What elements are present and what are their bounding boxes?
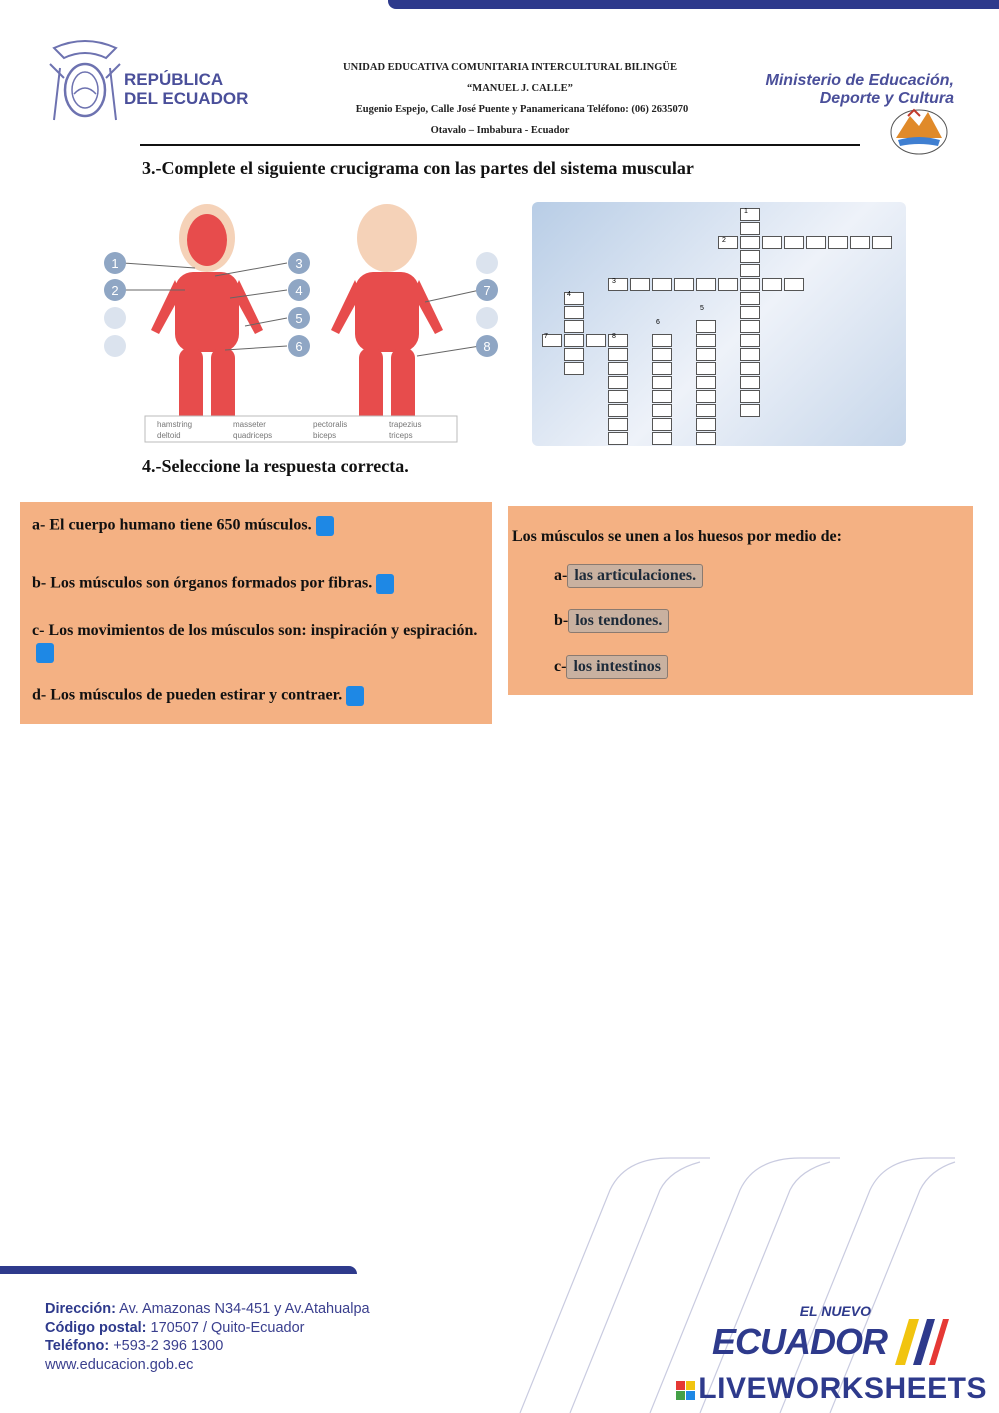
option-a-button[interactable]: las articulaciones. <box>567 564 703 588</box>
clue-number-5: 5 <box>700 305 704 312</box>
crossword-cell[interactable] <box>608 348 628 361</box>
multiple-choice-card <box>508 506 973 695</box>
crossword-cell[interactable] <box>608 278 628 291</box>
crossword-cell[interactable] <box>740 278 760 291</box>
school-city: Otavalo – Imbabura - Ecuador <box>430 125 570 136</box>
school-name: UNIDAD EDUCATIVA COMUNITARIA INTERCULTURAL BILINGÜE <box>343 62 677 73</box>
crossword-cell[interactable] <box>652 334 672 347</box>
crossword-cell[interactable] <box>696 432 716 445</box>
statement-d: d- Los músculos de pueden estirar y contraer. <box>32 686 364 706</box>
word-bank <box>145 416 457 442</box>
crossword-cell[interactable] <box>586 334 606 347</box>
crossword-cell[interactable] <box>806 236 826 249</box>
callout-7 <box>476 279 498 301</box>
crossword-cell[interactable] <box>696 278 716 291</box>
crossword-cell[interactable] <box>564 334 584 347</box>
word-bank-item: deltoid <box>157 431 181 440</box>
statement-b: b- Los músculos son órganos formados por fibras. <box>32 574 394 594</box>
ministry-line2: Deporte y Cultura <box>819 90 954 107</box>
crossword-cell[interactable] <box>564 320 584 333</box>
footer-contact <box>45 1300 370 1374</box>
crossword-cell[interactable] <box>652 418 672 431</box>
crossword-cell[interactable] <box>696 418 716 431</box>
callout-3 <box>288 252 310 274</box>
checkbox-a[interactable] <box>316 516 334 536</box>
crossword-cell[interactable] <box>740 320 760 333</box>
statement-a: a- El cuerpo humano tiene 650 músculos. <box>32 516 334 536</box>
crossword-cell[interactable] <box>696 362 716 375</box>
crossword-cell[interactable] <box>652 278 672 291</box>
crossword-cell[interactable] <box>674 278 694 291</box>
crossword-cell[interactable] <box>652 348 672 361</box>
callout-6 <box>288 335 310 357</box>
crossword-cell[interactable] <box>652 376 672 389</box>
clue-number-3: 3 <box>612 278 616 285</box>
clue-number-8: 8 <box>612 333 616 340</box>
word-bank-item: biceps <box>313 431 337 440</box>
callout-5 <box>288 307 310 329</box>
checkbox-d[interactable] <box>346 686 364 706</box>
svg-text:2: 2 <box>111 283 119 298</box>
clue-number-4: 4 <box>567 291 571 298</box>
crossword-cell[interactable] <box>608 390 628 403</box>
crossword-cell[interactable] <box>740 222 760 235</box>
front-body-figure <box>151 204 263 436</box>
crossword-cell[interactable] <box>608 362 628 375</box>
callout-8 <box>476 335 498 357</box>
checkbox-c[interactable] <box>36 643 54 663</box>
crossword-cell[interactable] <box>740 376 760 389</box>
svg-text:7: 7 <box>483 283 491 298</box>
back-body-figure <box>331 204 443 436</box>
republic-line1: REPÚBLICA <box>124 70 224 89</box>
section4-title: 4.-Seleccione la respuesta correcta. <box>142 456 409 476</box>
clue-number-6: 6 <box>656 319 660 326</box>
crossword-cell[interactable] <box>652 390 672 403</box>
crossword-cell[interactable] <box>564 306 584 319</box>
crossword-cell[interactable] <box>718 236 738 249</box>
callout-1 <box>104 252 126 274</box>
crossword-cell[interactable] <box>784 278 804 291</box>
school-address: Eugenio Espejo, Calle José Puente y Panamericana Teléfono: (06) 2635070 <box>355 104 689 115</box>
option-b: b- los tendones. <box>554 609 669 633</box>
statement-c: c- Los movimientos de los músculos son: inspiración y espiración. <box>32 620 482 664</box>
crossword-cell[interactable] <box>608 334 628 347</box>
crossword-cell[interactable] <box>740 404 760 417</box>
crossword-cell[interactable] <box>608 404 628 417</box>
liveworksheets-logo: LIVEWORKSHEETS <box>676 1372 987 1406</box>
crossword-cell[interactable] <box>740 250 760 263</box>
crossword-cell[interactable] <box>608 418 628 431</box>
crossword-cell[interactable] <box>696 404 716 417</box>
crossword-cell[interactable] <box>652 432 672 445</box>
clue-number-7: 7 <box>544 333 548 340</box>
option-b-button[interactable]: los tendones. <box>568 609 669 633</box>
crossword-cell[interactable] <box>740 236 760 249</box>
callout-2 <box>104 279 126 301</box>
crossword-grid <box>532 202 906 446</box>
top-accent-bar <box>388 0 999 9</box>
republic-text <box>124 70 248 108</box>
footer-address: Dirección: Av. Amazonas N34-451 y Av.Atahualpa <box>45 1301 370 1317</box>
true-false-card <box>20 502 492 724</box>
school-crest-icon <box>888 104 950 156</box>
option-c-button[interactable]: los intestinos <box>566 655 668 679</box>
crossword-cell[interactable] <box>740 208 760 221</box>
crossword-cell[interactable] <box>630 278 650 291</box>
crossword-cell[interactable] <box>740 292 760 305</box>
option-c: c- los intestinos <box>554 655 668 679</box>
crossword-cell[interactable] <box>740 306 760 319</box>
crossword-cell[interactable] <box>652 362 672 375</box>
republic-line2: DEL ECUADOR <box>124 89 249 108</box>
crossword-cell[interactable] <box>696 390 716 403</box>
word-bank-item: trapezius <box>389 420 422 429</box>
crossword-cell[interactable] <box>652 404 672 417</box>
section3-title: 3.-Complete el siguiente crucigrama con las partes del sistema muscular <box>142 158 694 178</box>
liveworksheets-icon <box>676 1381 695 1400</box>
crossword-cell[interactable] <box>740 390 760 403</box>
crossword-cell[interactable] <box>696 334 716 347</box>
crossword-cell[interactable] <box>850 236 870 249</box>
mc-question: Los músculos se unen a los huesos por medio de: <box>512 528 842 545</box>
checkbox-b[interactable] <box>376 574 394 594</box>
crossword-cell[interactable] <box>740 348 760 361</box>
footer-postal: Código postal: 170507 / Quito-Ecuador <box>45 1319 305 1336</box>
option-a: a- las articulaciones. <box>554 564 703 588</box>
svg-text:3: 3 <box>295 256 303 271</box>
svg-text:8: 8 <box>483 339 491 354</box>
crossword-cell[interactable] <box>784 236 804 249</box>
crossword-cell[interactable] <box>696 320 716 333</box>
header-divider <box>140 144 860 146</box>
footer-accent-bar <box>0 1266 357 1274</box>
ministry-text <box>766 72 954 108</box>
school-sub: “MANUEL J. CALLE” <box>467 83 573 94</box>
crossword-cell[interactable] <box>718 278 738 291</box>
footer-phone: Teléfono: +593-2 396 1300 <box>45 1338 224 1354</box>
word-bank-item: quadriceps <box>233 431 273 440</box>
crossword-cell[interactable] <box>872 236 892 249</box>
svg-text:6: 6 <box>295 339 303 354</box>
flag-stripes-icon <box>887 1319 949 1365</box>
clue-number-1: 1 <box>744 208 748 215</box>
clue-number-2: 2 <box>722 237 726 244</box>
crossword-cell[interactable] <box>608 376 628 389</box>
el-nuevo-ecuador-logo: EL NUEVO ECUADOR <box>712 1303 949 1365</box>
crossword-cell[interactable] <box>608 432 628 445</box>
crossword-cell[interactable] <box>564 348 584 361</box>
crossword-cell[interactable] <box>740 264 760 277</box>
footer-website[interactable]: www.educacion.gob.ec <box>45 1356 194 1373</box>
coat-of-arms-icon <box>46 38 124 126</box>
callout-4 <box>288 279 310 301</box>
word-bank-item: hamstring <box>157 420 193 429</box>
word-bank-item: pectoralis <box>313 420 348 429</box>
crossword-cell[interactable] <box>564 362 584 375</box>
ministry-line1: Ministerio de Educación, <box>765 72 954 89</box>
crossword-cell[interactable] <box>740 362 760 375</box>
muscle-diagram <box>95 198 515 448</box>
word-bank-item: masseter <box>233 420 266 429</box>
word-bank-item: triceps <box>389 431 413 440</box>
crossword-cell[interactable] <box>762 278 782 291</box>
crossword-cell[interactable] <box>696 348 716 361</box>
svg-text:1: 1 <box>111 256 119 271</box>
svg-text:4: 4 <box>295 283 303 298</box>
crossword-cell[interactable] <box>740 334 760 347</box>
crossword-cell[interactable] <box>762 236 782 249</box>
crossword-cell[interactable] <box>828 236 848 249</box>
svg-text:5: 5 <box>295 311 303 326</box>
crossword-cell[interactable] <box>696 376 716 389</box>
